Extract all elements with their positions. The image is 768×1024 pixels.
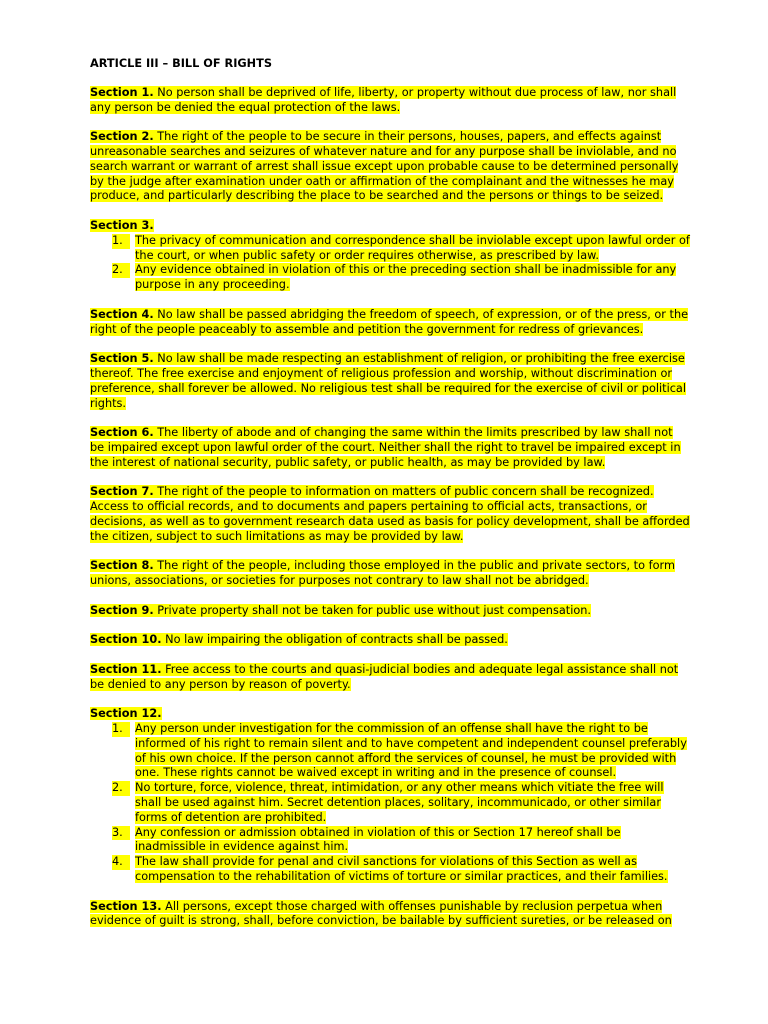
highlighted-text xyxy=(90,130,678,202)
section-text: No law shall be made respecting an establishment of religion, or prohibiting the free exercise thereof. The free exercise and enjoyment of religious profession and worship, without discrimination or preference, shall forever be allowed. No religious test shall be required for the exercise of civil or political rights. xyxy=(90,352,686,410)
section-text: No law impairing the obligation of contracts shall be passed. xyxy=(161,633,508,647)
highlighted-text xyxy=(90,86,676,114)
list-item-text: The privacy of communication and correspondence shall be inviolable except upon lawful order of the court, or when public safety or order requires otherwise, as prescribed by law. xyxy=(135,233,690,262)
section-paragraph xyxy=(90,352,690,411)
section-paragraph xyxy=(90,426,690,470)
list-item xyxy=(112,722,690,781)
section-9 xyxy=(90,604,690,619)
list-item-number: 1. xyxy=(112,234,130,249)
highlighted-text xyxy=(90,663,678,691)
section-13 xyxy=(90,900,690,930)
section-7 xyxy=(90,485,690,544)
section-8 xyxy=(90,559,690,589)
highlighted-text xyxy=(90,633,508,646)
section-text: Free access to the courts and quasi-judicial bodies and adequate legal assistance shall not be denied to any person by reason of poverty. xyxy=(90,662,679,691)
highlighted-text xyxy=(90,485,690,542)
section-paragraph xyxy=(90,485,690,544)
list-item xyxy=(112,855,690,885)
list-item-number: 4. xyxy=(112,855,130,870)
list-item-text: Any person under investigation for the commission of an offense shall have the right to be informed of his right to remain silent and to have competent and independent counsel preferably of his own choice. If the person cannot afford the services of counsel, he must be provided with one. These rights cannot be waived except in writing and in the presence of counsel. xyxy=(135,722,687,780)
section-label: Section 9. xyxy=(90,603,154,617)
list-item xyxy=(112,263,690,293)
section-label: Section 4. xyxy=(90,307,154,321)
section-paragraph xyxy=(90,559,690,589)
document-title: ARTICLE III – BILL OF RIGHTS xyxy=(90,57,272,70)
highlighted-text xyxy=(90,604,591,617)
section-6 xyxy=(90,426,690,470)
list-item-number: 3. xyxy=(112,826,130,841)
section-text: The liberty of abode and of changing the same within the limits prescribed by law shall not be impaired except upon lawful order of the court. Neither shall the right to travel be impaired except in the interest of national security, public safety, or public health, as may be provided by law. xyxy=(90,426,681,469)
section-text: Private property shall not be taken for public use without just compensation. xyxy=(153,603,592,617)
section-text: The right of the people to be secure in their persons, houses, papers, and effects against unreasonable searches and seizures of whatever nature and for any purpose shall be inviolable, and no search warrant or warrant of arrest shall issue except upon probable cause to be determined personally by the judge after examination under oath or affirmation of the complainant and the witnesses he may produce, and particularly describing the place to be searched and the persons or things to be seized. xyxy=(90,130,679,203)
section-3 xyxy=(90,219,690,293)
list-item-number: 2. xyxy=(112,781,130,796)
section-paragraph xyxy=(90,308,690,338)
section-text: The right of the people, including those employed in the public and private sectors, to form unions, associations, or societies for purposes not contrary to law shall not be abridged. xyxy=(90,559,675,588)
section-label: Section 1. xyxy=(90,85,154,99)
section-list xyxy=(90,722,690,885)
document-page xyxy=(90,57,690,944)
section-label: Section 5. xyxy=(90,352,154,366)
section-paragraph xyxy=(90,707,690,722)
section-12 xyxy=(90,707,690,885)
section-label: Section 2. xyxy=(90,130,154,144)
highlighted-text xyxy=(90,352,686,409)
list-item-text: Any confession or admission obtained in violation of this or Section 17 hereof shall be inadmissible in evidence against him. xyxy=(135,825,621,854)
section-label: Section 13. xyxy=(90,899,162,913)
section-paragraph xyxy=(90,900,690,930)
section-paragraph xyxy=(90,663,690,693)
section-label: Section 10. xyxy=(90,633,162,647)
section-1 xyxy=(90,86,690,116)
highlighted-text xyxy=(90,308,688,336)
section-paragraph xyxy=(90,604,690,619)
sections-container xyxy=(90,86,690,929)
section-text: No law shall be passed abridging the freedom of speech, of expression, or of the press, or the right of the people peaceably to assemble and petition the government for redress of grievances. xyxy=(90,307,689,336)
section-5 xyxy=(90,352,690,411)
list-item-text: Any evidence obtained in violation of this or the preceding section shall be inadmissible for any purpose in any proceeding. xyxy=(135,263,677,292)
highlighted-text xyxy=(90,426,681,469)
section-label: Section 3. xyxy=(90,218,154,232)
section-label: Section 7. xyxy=(90,485,154,499)
section-paragraph xyxy=(90,219,690,234)
section-2 xyxy=(90,130,690,204)
list-item-text: The law shall provide for penal and civil sanctions for violations of this Section as well as compensation to the rehabilitation of victims of torture or similar practices, and their families. xyxy=(135,855,668,884)
highlighted-text xyxy=(90,900,672,928)
section-4 xyxy=(90,308,690,338)
list-item-number: 2. xyxy=(112,263,130,278)
section-text: All persons, except those charged with offenses punishable by reclusion perpetua when evidence of guilt is strong, shall, before conviction, be bailable by sufficient sureties, or be released on xyxy=(90,899,672,928)
section-label: Section 11. xyxy=(90,662,162,676)
section-paragraph xyxy=(90,130,690,204)
section-paragraph xyxy=(90,86,690,116)
list-item-text: No torture, force, violence, threat, intimidation, or any other means which vitiate the free will shall be used against him. Secret detention places, solitary, incommunicado, or other similar forms of detention are prohibited. xyxy=(135,781,664,824)
highlighted-text xyxy=(90,559,675,587)
section-label: Section 12. xyxy=(90,707,162,721)
highlighted-text xyxy=(90,219,154,232)
section-11 xyxy=(90,663,690,693)
section-10 xyxy=(90,633,690,648)
section-text: No person shall be deprived of life, liberty, or property without due process of law, nor shall any person be denied the equal protection of the laws. xyxy=(90,85,677,114)
section-list xyxy=(90,234,690,293)
list-item xyxy=(112,825,690,856)
list-item-number: 1. xyxy=(112,722,130,737)
section-label: Section 8. xyxy=(90,559,154,573)
section-label: Section 6. xyxy=(90,426,154,440)
list-item xyxy=(112,781,690,825)
section-text: The right of the people to information on matters of public concern shall be recognized. Access to official records, and to documents and papers pertaining to official acts, transactions, or decisions, as well as to government research data used as basis for policy development, shall be afforded the citizen, subject to such limitations as may be provided by law. xyxy=(90,485,690,543)
highlighted-text xyxy=(90,707,162,720)
list-item xyxy=(112,233,690,264)
section-paragraph xyxy=(90,633,690,648)
